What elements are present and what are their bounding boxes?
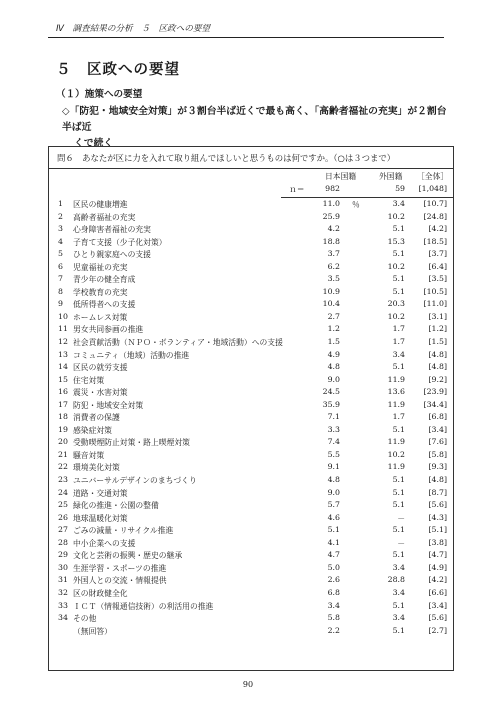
table-row [49, 324, 453, 337]
row-number: 20 [58, 437, 68, 447]
table-row [49, 387, 453, 400]
col-head-total: ［全体］ [417, 172, 449, 181]
row-number: 19 [58, 424, 68, 434]
row-label: 区民の健康増進 [73, 200, 128, 209]
value-foreign: 5.1 [392, 500, 405, 510]
row-number: 3 [58, 224, 63, 234]
table-row [49, 626, 453, 639]
table-row [49, 262, 453, 275]
page-number: 90 [242, 680, 254, 689]
row-number: 11 [58, 324, 68, 334]
value-foreign: 3.4 [392, 562, 405, 572]
row-label: 青少年の健全育成 [73, 275, 136, 285]
value-foreign: 3.4 [392, 587, 405, 597]
value-foreign: 28.8 [387, 575, 405, 585]
table-row [49, 462, 453, 475]
row-label: 区民の就労支援 [73, 363, 128, 373]
n-label: ｎ＝ [289, 185, 305, 194]
value-foreign: 1.7 [392, 324, 405, 334]
value-japanese: 9.0 [327, 487, 340, 497]
row-number: 34 [58, 613, 68, 623]
value-japanese: 4.7 [327, 550, 340, 560]
value-japanese: 6.2 [327, 261, 340, 271]
value-total: [4.8] [428, 475, 447, 485]
row-number: 22 [58, 462, 68, 472]
value-foreign: 5.1 [392, 362, 405, 372]
n-japanese: 982 [325, 184, 340, 193]
value-japanese: 9.1 [327, 462, 340, 472]
table-row [49, 287, 453, 300]
table-row [49, 274, 453, 287]
value-total: [4.2] [428, 575, 447, 585]
value-japanese: 4.2 [327, 224, 340, 234]
table-row [49, 488, 453, 501]
row-label: 高齢者福祉の充実 [73, 212, 136, 222]
value-foreign: 13.6 [387, 387, 405, 397]
table-row [49, 513, 453, 526]
table-row [49, 437, 453, 450]
table-row [49, 601, 453, 614]
row-label: 道路・交通対策 [73, 488, 128, 498]
table-row [49, 237, 453, 250]
value-japanese: 24.5 [322, 387, 340, 397]
n-total: [1,048] [418, 184, 447, 193]
value-japanese: 4.9 [327, 349, 340, 359]
value-foreign: － [397, 538, 405, 548]
row-number: 26 [58, 512, 68, 522]
value-foreign: － [397, 513, 405, 523]
value-total: [6.6] [428, 587, 447, 597]
value-total: [4.9] [428, 562, 447, 572]
sub-title: （１）施策への要望 [56, 89, 143, 100]
row-label: 低所得者への支援 [73, 300, 136, 310]
row-number: 14 [58, 362, 68, 372]
value-foreign: 1.7 [392, 337, 405, 347]
value-total: [4.7] [428, 550, 447, 560]
row-label: 住宅対策 [73, 375, 105, 385]
value-japanese: 9.0 [327, 374, 340, 384]
value-total: [3.5] [428, 274, 447, 284]
row-number: 1 [58, 199, 63, 208]
value-total: [11.0] [423, 299, 447, 309]
table-row [49, 525, 453, 538]
value-foreign: 5.1 [392, 487, 405, 497]
row-label: その他 [73, 614, 97, 624]
value-japanese: 11.0 [322, 199, 340, 208]
row-label: 外国人との交流・情報提供 [73, 576, 167, 586]
table-row [49, 375, 453, 388]
n-rule [281, 197, 453, 198]
col-head-foreign: 外国籍 [379, 172, 403, 181]
row-label: ごみの減量・リサイクル推進 [73, 526, 174, 536]
row-number: 15 [58, 374, 68, 384]
value-foreign: 5.1 [392, 475, 405, 485]
table-row [49, 350, 453, 363]
row-label: 文化と芸術の振興・歴史の継承 [73, 551, 183, 561]
row-number: 2 [58, 211, 63, 221]
value-japanese: 5.5 [327, 449, 340, 459]
table-row [49, 550, 453, 563]
table-row [49, 212, 453, 225]
row-number: 25 [58, 500, 68, 510]
value-total: [10.5] [423, 286, 447, 296]
value-japanese: 7.4 [327, 437, 340, 447]
row-number: 28 [58, 537, 68, 547]
running-header: Ⅳ 調査結果の分析 ５ 区政への要望 [56, 24, 211, 34]
question-box: 問６ あなたが区に力を入れて取り組んでほしいと思うものは何ですか。（○は３つまで） [48, 146, 454, 169]
row-label: 感染症対策 [73, 425, 112, 435]
row-number: 10 [58, 311, 68, 321]
row-label: 学校教育の充実 [73, 287, 128, 297]
value-japanese: 1.5 [327, 337, 340, 347]
value-total: [5.1] [428, 525, 447, 535]
table-row [49, 400, 453, 413]
row-number: 16 [58, 387, 68, 397]
value-total: [7.6] [428, 437, 447, 447]
section-title: ５ 区政への要望 [56, 62, 180, 78]
table-row [49, 224, 453, 237]
row-label: ＩＣＴ（情報通信技術）の利活用の推進 [73, 601, 214, 611]
value-total: [3.1] [428, 311, 447, 321]
row-label: 緑化の推進・公園の整備 [73, 501, 159, 511]
table-row [49, 450, 453, 463]
value-total: [5.6] [428, 613, 447, 623]
value-total: [9.2] [428, 374, 447, 384]
row-label: （無回答） [73, 626, 112, 636]
row-label: 環境美化対策 [73, 463, 120, 473]
row-number: 32 [58, 587, 68, 597]
value-foreign: 3.4 [392, 349, 405, 359]
col-head-japanese: 日本国籍 [325, 172, 357, 181]
table-row [49, 299, 453, 312]
table-row [49, 613, 453, 626]
row-label: 中小企業への支援 [73, 538, 136, 548]
value-foreign: 5.1 [392, 274, 405, 284]
value-foreign: 11.9 [387, 399, 405, 409]
value-total: [4.8] [428, 349, 447, 359]
results-table [48, 169, 454, 671]
row-label: 地球温暖化対策 [73, 513, 128, 523]
table-row [49, 538, 453, 551]
row-label: ホームレス対策 [73, 312, 128, 322]
row-number: 21 [58, 449, 68, 459]
row-label: 子育て支援（少子化対策） [73, 237, 167, 247]
row-label: 男女共同参画の推進 [73, 325, 144, 335]
row-number: 24 [58, 487, 68, 497]
table-row [49, 475, 453, 488]
header-rule [48, 37, 444, 38]
value-total: [6.8] [428, 412, 447, 422]
value-foreign: 15.3 [387, 236, 405, 246]
value-japanese: 4.6 [327, 512, 340, 522]
value-japanese: 5.7 [327, 500, 340, 510]
table-row [49, 425, 453, 438]
value-japanese: 5.1 [327, 525, 340, 535]
value-foreign: 10.2 [387, 449, 405, 459]
row-label: ユニバーサルデザインのまちづくり [73, 476, 197, 486]
row-label: 受動喫煙防止対策・路上喫煙対策 [73, 438, 190, 448]
table-body [49, 199, 453, 638]
value-japanese: 2.2 [327, 625, 340, 635]
row-number: 30 [58, 562, 68, 572]
value-foreign: 5.1 [392, 550, 405, 560]
value-japanese: 35.9 [322, 399, 340, 409]
row-number: 9 [58, 299, 63, 309]
value-total: [34.4] [423, 399, 447, 409]
table-row [49, 362, 453, 375]
n-row [49, 184, 453, 196]
value-japanese: 3.7 [327, 249, 340, 259]
row-number: 23 [58, 475, 68, 485]
value-total: [6.4] [428, 261, 447, 271]
value-foreign: 11.9 [387, 437, 405, 447]
table-row [49, 563, 453, 576]
value-total: [4.2] [428, 224, 447, 234]
percent-sign: ％ [352, 200, 360, 209]
value-total: [4.3] [428, 512, 447, 522]
row-label: 騒音対策 [73, 450, 105, 460]
value-foreign: 10.2 [387, 311, 405, 321]
value-total: [4.8] [428, 362, 447, 372]
row-number: 33 [58, 600, 68, 610]
row-label: 児童福祉の充実 [73, 262, 128, 272]
value-japanese: 4.8 [327, 362, 340, 372]
table-row [49, 588, 453, 601]
value-japanese: 3.4 [327, 600, 340, 610]
value-total: [1.2] [428, 324, 447, 334]
row-label: 区の財政健全化 [73, 588, 128, 598]
row-number: 5 [58, 249, 63, 259]
value-foreign: 3.4 [392, 613, 405, 623]
table-row [49, 249, 453, 262]
row-number: 8 [58, 286, 63, 296]
value-foreign: 5.1 [392, 525, 405, 535]
row-label: 震災・水害対策 [73, 388, 128, 398]
value-foreign: 5.1 [392, 249, 405, 259]
value-total: [5.6] [428, 500, 447, 510]
value-total: [3.7] [428, 249, 447, 259]
value-japanese: 4.1 [327, 537, 340, 547]
value-total: [5.8] [428, 449, 447, 459]
value-japanese: 3.3 [327, 424, 340, 434]
value-foreign: 5.1 [392, 625, 405, 635]
value-foreign: 11.9 [387, 374, 405, 384]
summary-text [62, 104, 452, 152]
table-row [49, 500, 453, 513]
n-foreign: 59 [395, 184, 405, 193]
table-row [49, 575, 453, 588]
summary-line-2: くで続く [74, 138, 114, 149]
row-number: 31 [58, 575, 68, 585]
table-row [49, 199, 453, 212]
value-total: [23.9] [423, 387, 447, 397]
row-number: 27 [58, 525, 68, 535]
value-total: [24.8] [423, 211, 447, 221]
value-total: [3.8] [428, 537, 447, 547]
value-foreign: 5.1 [392, 424, 405, 434]
value-foreign: 5.1 [392, 286, 405, 296]
row-number: 4 [58, 236, 63, 246]
value-foreign: 11.9 [387, 462, 405, 472]
value-total: [3.4] [428, 424, 447, 434]
row-number: 18 [58, 412, 68, 422]
row-number: 17 [58, 399, 68, 409]
value-total: [2.7] [428, 625, 447, 635]
value-japanese: 6.8 [327, 587, 340, 597]
value-total: [3.4] [428, 600, 447, 610]
value-japanese: 5.8 [327, 613, 340, 623]
row-label: コミュニティ（地域）活動の推進 [73, 350, 190, 360]
value-foreign: 10.2 [387, 211, 405, 221]
row-number: 29 [58, 550, 68, 560]
value-japanese: 25.9 [322, 211, 340, 221]
value-japanese: 7.1 [327, 412, 340, 422]
value-japanese: 10.4 [322, 299, 340, 309]
value-japanese: 10.9 [322, 286, 340, 296]
value-foreign: 20.3 [387, 299, 405, 309]
value-total: [10.7] [423, 199, 447, 208]
value-japanese: 4.8 [327, 475, 340, 485]
summary-line-1: ◇「防犯・地域安全対策」が３割台半ば近くで最も高く、「高齢者福祉の充実」が２割台半ば近 [62, 106, 447, 133]
table-row [49, 412, 453, 425]
row-label: 心身障害者福祉の充実 [73, 225, 151, 235]
value-foreign: 1.7 [392, 412, 405, 422]
row-label: ひとり親家庭への支援 [73, 250, 151, 260]
value-foreign: 3.4 [392, 199, 405, 208]
value-total: [9.3] [428, 462, 447, 472]
value-total: [18.5] [423, 236, 447, 246]
row-label: 防犯・地域安全対策 [73, 400, 144, 410]
value-total: [8.7] [428, 487, 447, 497]
row-label: 社会貢献活動（ＮＰＯ・ボランティア・地域活動）への支援 [73, 338, 283, 348]
value-japanese: 18.8 [322, 236, 340, 246]
table-row [49, 312, 453, 325]
value-japanese: 5.0 [327, 562, 340, 572]
value-japanese: 3.5 [327, 274, 340, 284]
row-label: 消費者の保護 [73, 413, 120, 423]
row-number: 12 [58, 337, 68, 347]
row-label: 生涯学習・スポーツの推進 [73, 563, 167, 573]
value-japanese: 2.7 [327, 311, 340, 321]
row-number: 13 [58, 349, 68, 359]
row-number: 6 [58, 261, 63, 271]
value-total: [1.5] [428, 337, 447, 347]
value-foreign: 5.1 [392, 600, 405, 610]
table-row [49, 337, 453, 350]
value-japanese: 1.2 [327, 324, 340, 334]
row-number: 7 [58, 274, 63, 284]
value-foreign: 10.2 [387, 261, 405, 271]
value-foreign: 5.1 [392, 224, 405, 234]
value-japanese: 2.6 [327, 575, 340, 585]
